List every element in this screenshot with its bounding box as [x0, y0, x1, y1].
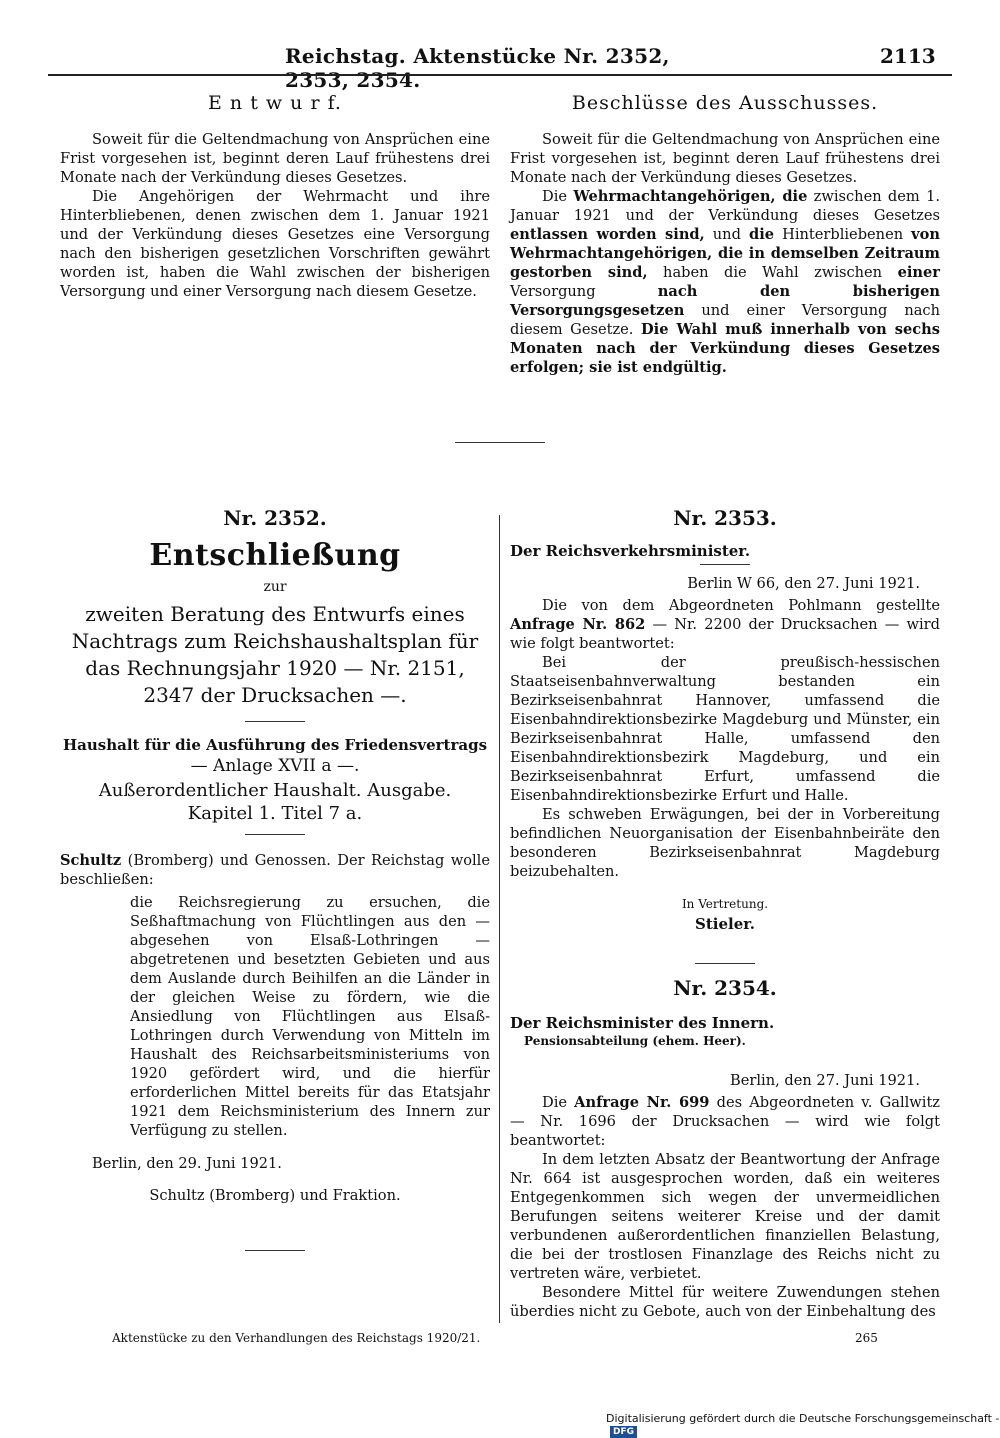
budget-type: Außerordentlicher Haushalt. Ausgabe.	[98, 780, 452, 801]
page-number: 2113	[880, 44, 936, 68]
letter-date: Berlin, den 27. Juni 1921.	[730, 1072, 920, 1089]
motion-date: Berlin, den 29. Juni 1921.	[92, 1155, 282, 1172]
footer-page: 265	[855, 1331, 878, 1345]
in-representation: In Vertretung.	[681, 897, 769, 911]
doc-number: Nr. 2352.	[223, 506, 327, 530]
appendix-label: — Anlage XVII a —.	[190, 756, 360, 776]
header-rule	[48, 74, 952, 76]
draft-paragraph-2: Die Angehörigen der Wehrmacht und ihre Hinterbliebenen, denen zwischen dem 1. Januar 1921 und der Verkündung dieses Gesetzes eine Versorgung nach den bisherigen gesetzlichen Vorschriften gewährt worden ist, haben die Wahl zwischen der bisherigen Versorgung und einer Versorgung nach diesem Gesetze.	[60, 188, 490, 300]
end-rule	[695, 963, 755, 964]
title-rule	[245, 721, 305, 722]
letter-signature: Stieler.	[695, 915, 755, 933]
digitization-credit: Digitalisierung gefördert durch die Deutsche Forschungsgemeinschaft -DFG	[606, 1412, 1000, 1437]
sender: Der Reichsminister des Innern.	[510, 1014, 775, 1032]
document-2353	[510, 506, 940, 964]
chapter-rule	[245, 834, 305, 835]
committee-heading: Beschlüsse des Ausschusses.	[571, 92, 879, 114]
sub-sender: Pensionsabteilung (ehem. Heer).	[524, 1034, 746, 1048]
document-2354	[510, 976, 940, 1321]
letter-paragraph-2: Bei der preußisch-hessischen Staatseisenbahnverwaltung bestanden ein Bezirkseisenbahnrat Hannover, umfassend die Eisenbahndirektionsbezirke Magdeburg und Münster, ein Bezirkseisenbahnrat Halle, umfassend den Eisenbahndirektionsbezirk Magdeburg, und ein Bezirkseisenbahnrat Erfurt, umfassend die Eisenbahndirektionsbezirke Erfurt und Halle.	[510, 654, 940, 804]
section-separator	[455, 442, 545, 443]
motion-signature: Schultz (Bromberg) und Fraktion.	[149, 1187, 401, 1204]
doc-subtitle: zweiten Beratung des Entwurfs eines Nachtrags zum Reichshaushaltsplan für das Rechnungsjahr 1920 — Nr. 2151, 2347 der Drucksachen —.	[71, 602, 479, 707]
committee-column	[510, 130, 940, 377]
letter-paragraph-3: Besondere Mittel für weitere Zuwendungen stehen überdies nicht zu Gebote, auch von der Einbehaltung des	[510, 1284, 940, 1320]
doc-number: Nr. 2353.	[673, 506, 777, 530]
motion-body: die Reichsregierung zu ersuchen, die Seßhaftmachung von Flüchtlingen aus den — abgesehen von Elsaß-Lothringen — abgetretenen und besetzten Gebieten und aus dem Auslande durch Beihilfen an die Länder in der gleichen Weise zu fördern, wie die Ansiedlung von Flüchtlingen aus Elsaß-Lothringen durch Verwendung von Mitteln im Haushalt des Reichsarbeitsministeriums von 1920 gefördert wird, und die hierfür erforderlichen Mittel bereits für das Etatsjahr 1921 dem Reichsministerium des Innern zur Verfügung zu stellen.	[130, 894, 490, 1139]
motion-intro: Schultz (Bromberg) und Genossen. Der Reichstag wolle beschließen:	[60, 852, 490, 888]
letter-paragraph-3: Es schweben Erwägungen, bei der in Vorbereitung befindlichen Neuorganisation der Eisenbahnbeiräte den besonderen Bezirkseisenbahnrat Magdeburg beizubehalten.	[510, 806, 940, 880]
doc-title: Entschließung	[149, 538, 401, 573]
sender: Der Reichsverkehrsminister.	[510, 542, 751, 560]
sender-rule	[700, 564, 750, 565]
draft-column	[60, 130, 490, 301]
letter-paragraph-2: In dem letzten Absatz der Beantwortung der Anfrage Nr. 664 ist ausgesprochen worden, daß ein weiteres Entgegenkommen sich wegen der unvermeidlichen Berufungen seitens weiterer Kreise und der damit verbundenen außerordentlichen finanziellen Belastung, die bei der trostlosen Finanzlage des Reichs nicht zu vertreten wäre, verbietet.	[510, 1151, 940, 1282]
dfg-logo: DFG	[610, 1426, 637, 1438]
budget-section: Haushalt für die Ausführung des Friedensvertrags	[62, 736, 488, 754]
end-rule	[245, 1250, 305, 1251]
running-header: Reichstag. Aktenstücke Nr. 2352, 2353, 2354.	[285, 44, 670, 92]
column-divider	[499, 515, 500, 1323]
document-2352	[60, 506, 490, 1251]
letter-paragraph-1: Die von dem Abgeordneten Pohlmann gestellte Anfrage Nr. 862 — Nr. 2200 der Drucksachen — wird wie folgt beantwortet:	[510, 597, 940, 652]
letter-date: Berlin W 66, den 27. Juni 1921.	[687, 575, 920, 592]
doc-zur: zur	[263, 579, 287, 595]
draft-heading: E n t w u r f.	[208, 92, 342, 114]
committee-paragraph-1: Soweit für die Geltendmachung von Ansprüchen eine Frist vorgesehen ist, beginnt deren Lauf frühestens drei Monate nach der Verkündung dieses Gesetzes.	[510, 131, 940, 186]
draft-paragraph-1: Soweit für die Geltendmachung von Ansprüchen eine Frist vorgesehen ist, beginnt deren Lauf frühestens drei Monate nach der Verkündung dieses Gesetzes.	[60, 131, 490, 186]
committee-paragraph-2: Die Wehrmachtangehörigen, die zwischen dem 1. Januar 1921 und der Verkündung dieses Gesetzes entlassen worden sind, und die Hinterbliebenen von Wehrmachtangehörigen, die in demselben Zeitraum gestorben sind, haben die Wahl zwischen einer Versorgung nach den bisherigen Versorgungsgesetzen und einer Versorgung nach diesem Gesetze. Die Wahl muß innerhalb von sechs Monaten nach der Verkündung dieses Gesetzes erfolgen; sie ist endgültig.	[510, 188, 940, 376]
chapter-title: Kapitel 1. Titel 7 a.	[187, 803, 363, 824]
footer-source: Aktenstücke zu den Verhandlungen des Reichstags 1920/21.	[112, 1331, 481, 1345]
letter-paragraph-1: Die Anfrage Nr. 699 des Abgeordneten v. Gallwitz — Nr. 1696 der Drucksachen — wird wie folgt beantwortet:	[510, 1094, 940, 1149]
doc-number: Nr. 2354.	[673, 976, 777, 1000]
